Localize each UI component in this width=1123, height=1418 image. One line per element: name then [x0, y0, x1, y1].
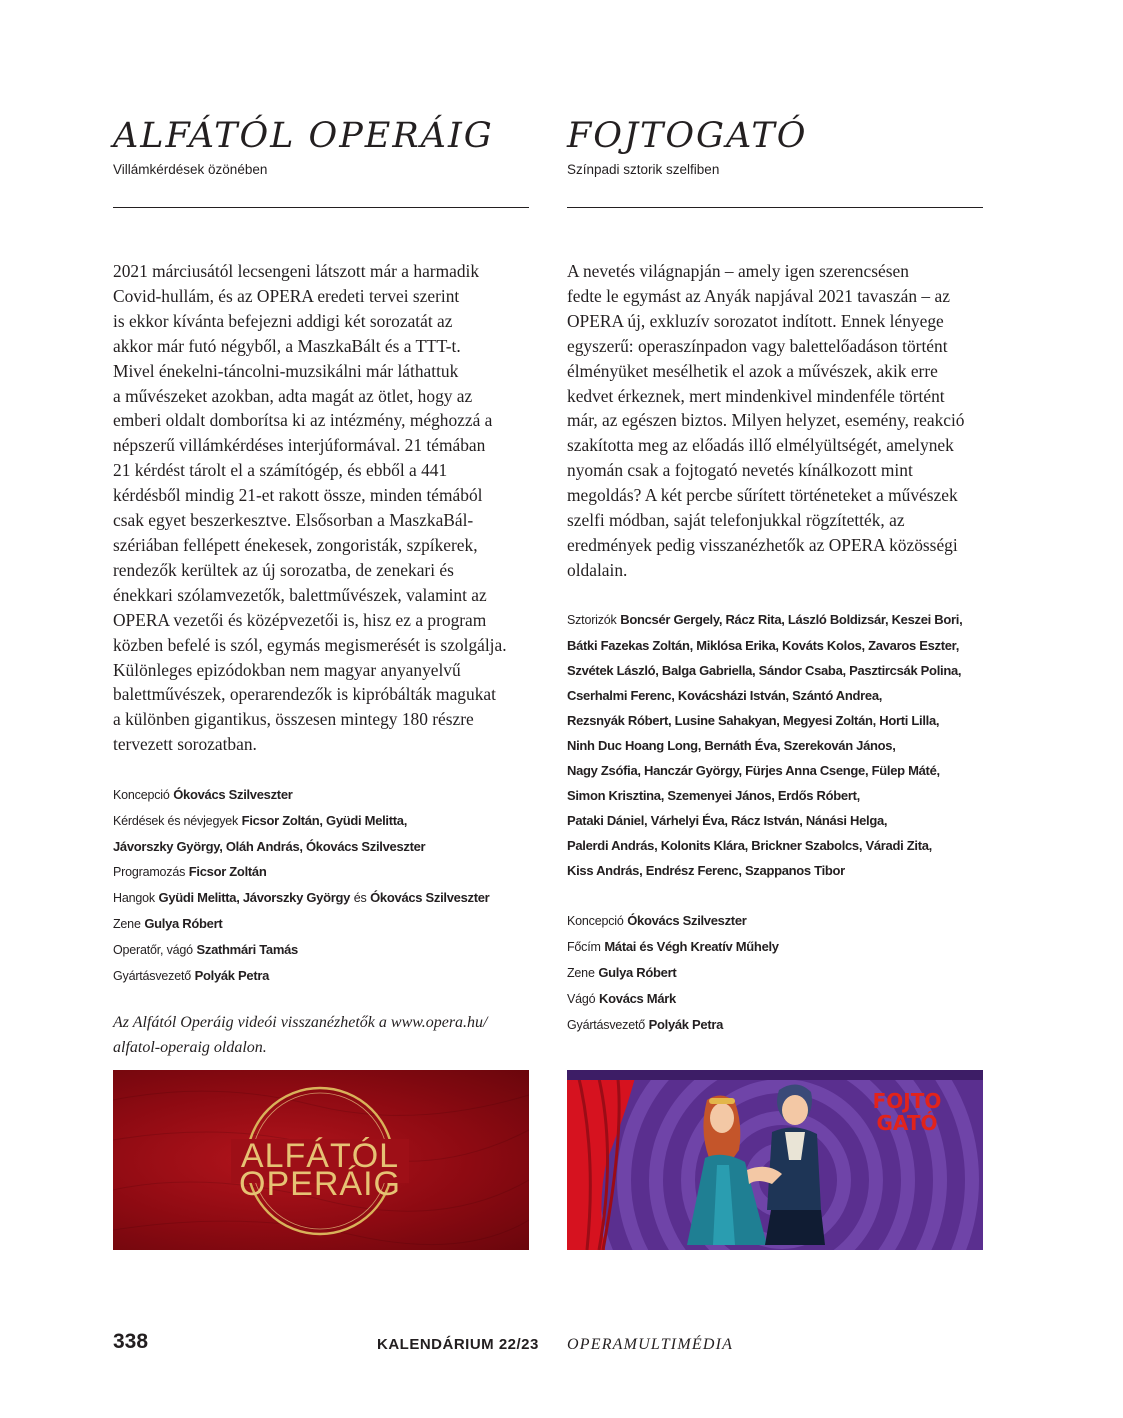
body-line: Különleges epizódokban nem magyar anyanyelvű — [113, 659, 461, 680]
svg-text:GATÓ: GATÓ — [876, 1111, 938, 1135]
storyteller-names: Boncsér Gergely, Rácz Rita, László Boldizsár, Keszei Bori, — [620, 612, 963, 627]
storytellers-list — [567, 607, 962, 883]
body-line: emberi oldalt domborítsa ki az intézmény, méghozzá a — [113, 410, 493, 431]
credit-label: Gyártásvezető — [567, 1018, 645, 1032]
storyteller-names: Bátki Fazekas Zoltán, Miklósa Erika, Kováts Kolos, Zavaros Eszter, — [567, 638, 960, 653]
availability-note — [113, 1010, 488, 1060]
divider — [113, 207, 529, 208]
page-number: 338 — [113, 1330, 149, 1353]
storyteller-row — [567, 808, 962, 833]
storyteller-names: Pataki Dániel, Várhelyi Éva, Rácz István, Nánási Helga, — [567, 813, 888, 828]
body-line: már, az egészen biztos. Milyen helyzet, esemény, reakció — [567, 410, 965, 431]
credit-names: Ókovács Szilveszter — [627, 913, 747, 928]
credit-row — [113, 885, 489, 911]
body-line: is ekkor kívánta befejezni addigi két sorozatát az — [113, 310, 453, 331]
banner-title-line1: ALFÁTÓL — [240, 1137, 400, 1175]
body-line: OPERA vezetői és középvezetői is, hisz ez a program — [113, 609, 487, 630]
credit-names: Polyák Petra — [194, 968, 270, 983]
credit-names: Szathmári Tamás — [196, 942, 298, 957]
body-line: élményüket mesélhetik el azok a művészek, akik erre — [567, 360, 938, 381]
credit-label: Programozás — [113, 865, 186, 879]
storyteller-row — [567, 683, 962, 708]
storyteller-names: Palerdi András, Kolonits Klára, Brickner Szabolcs, Váradi Zita, — [567, 838, 932, 853]
credit-row — [113, 963, 489, 989]
credit-row — [567, 908, 779, 934]
storyteller-row — [567, 708, 962, 733]
credit-names: Ficsor Zoltán, Gyüdi Melitta, — [241, 813, 408, 828]
body-line: népszerű villámkérdéses interjúformával. 21 témában — [113, 435, 486, 456]
body-line: megoldás? A két percbe sűrített történeteket a művészek — [567, 485, 958, 506]
credit-names: Polyák Petra — [648, 1017, 724, 1032]
note-line: alfatol-operaig oldalon. — [113, 1039, 267, 1056]
storyteller-names: Szvétek László, Balga Gabriella, Sándor Csaba, Pasztircsák Polina, — [567, 663, 962, 678]
credit-names: Jávorszky György, Oláh András, Ókovács Szilveszter — [113, 839, 426, 854]
storyteller-names: Cserhalmi Ferenc, Kovácsházi István, Szántó Andrea, — [567, 688, 883, 703]
storyteller-names: Nagy Zsófia, Hanczár György, Fürjes Anna Csenge, Fülep Máté, — [567, 763, 940, 778]
credit-label: Zene — [567, 966, 595, 980]
credit-label: Vágó — [567, 992, 596, 1006]
credit-names: Gyüdi Melitta, Jávorszky György — [158, 890, 351, 905]
body-line: csak egyet beszerkesztve. Elsősorban a MaszkaBál- — [113, 510, 474, 531]
credit-names: Gulya Róbert — [144, 916, 223, 931]
body-line: szakította meg az előadás illő elmélyültségét, amelynek — [567, 435, 954, 456]
fojtogato-illustration — [567, 1070, 983, 1250]
credit-label: Operatőr, vágó — [113, 943, 193, 957]
credit-row — [113, 808, 489, 834]
credit-names: Gulya Róbert — [598, 965, 677, 980]
note-line: Az Alfától Operáig videói visszanézhetők a www.opera.hu/ — [113, 1014, 488, 1031]
section-name: OPERAMULTIMÉDIA — [567, 1336, 734, 1353]
article-subtitle: Villámkérdések özönében — [113, 162, 268, 177]
credit-label: Koncepció — [113, 788, 170, 802]
credit-names: Mátai és Végh Kreatív Műhely — [604, 939, 779, 954]
body-line: egyszerű: operaszínpadon vagy balettelőadáson történt — [567, 335, 948, 356]
storyteller-names: Simon Krisztina, Szemenyei János, Erdős Róbert, — [567, 788, 860, 803]
storyteller-row — [567, 733, 962, 758]
fojtogato-logo — [873, 1089, 942, 1135]
body-line: 21 kérdést tárolt el a számítógép, és ebből a 441 — [113, 460, 448, 481]
credit-names: Ókovács Szilveszter — [370, 890, 490, 905]
body-line: a különben gigantikus, összesen mintegy 180 részre — [113, 709, 474, 730]
credit-label: Főcím — [567, 940, 601, 954]
article-body — [113, 259, 533, 757]
body-line: 2021 márciusától lecsengeni látszott már a harmadik — [113, 261, 480, 281]
body-line: A nevetés világnapján – amely igen szerencsésen — [567, 261, 909, 281]
body-line: kérdésből mindig 21-et rakott össze, minden témából — [113, 485, 483, 506]
body-line: nyomán csak a fojtogató nevetés kínálkozott mint — [567, 460, 913, 481]
body-line: a művészeket azokban, adta magát az ötlet, hogy az — [113, 385, 473, 406]
body-line: közben befelé is szól, egymás megismerését is szolgálja. — [113, 634, 507, 655]
article-title: FOJTOGATÓ — [567, 116, 808, 156]
storyteller-row — [567, 758, 962, 783]
credit-row — [113, 782, 489, 808]
storytellers-label: Sztorizók — [567, 613, 617, 627]
body-line: oldalain. — [567, 559, 628, 580]
storyteller-names: Ninh Duc Hoang Long, Bernáth Éva, Szerekován János, — [567, 738, 896, 753]
credit-row — [113, 859, 489, 885]
body-line: balettművészek, operarendezők is kipróbálták magukat — [113, 684, 496, 705]
body-line: OPERA új, exkluzív sorozatot indított. Ennek lényege — [567, 310, 944, 331]
publication-name: KALENDÁRIUM 22/23 — [377, 1336, 539, 1353]
credit-label: Gyártásvezető — [113, 969, 191, 983]
article-body — [567, 259, 987, 583]
storyteller-row — [567, 833, 962, 858]
credit-row — [567, 934, 779, 960]
credit-names: Kovács Márk — [599, 991, 676, 1006]
divider — [567, 207, 983, 208]
svg-text:FOJTO: FOJTO — [872, 1089, 942, 1113]
credit-names: Ókovács Szilveszter — [173, 787, 293, 802]
fojtogato-banner — [567, 1070, 983, 1250]
storyteller-row — [567, 607, 962, 633]
storyteller-row — [567, 633, 962, 658]
credit-row — [567, 1012, 779, 1038]
banner-title-line2: OPERÁIG — [239, 1165, 401, 1203]
body-line: fedte le egymást az Anyák napjával 2021 tavaszán – az — [567, 285, 950, 306]
credits-list — [567, 908, 779, 1038]
alfatol-operaig-logo — [113, 1070, 529, 1250]
storyteller-row — [567, 658, 962, 683]
storyteller-names: Kiss András, Endrész Ferenc, Szappanos Tibor — [567, 863, 845, 878]
body-line: rendezők kerültek az új sorozatba, de zenekari és — [113, 559, 454, 580]
storyteller-row — [567, 858, 962, 883]
credit-names: Ficsor Zoltán — [188, 864, 267, 879]
body-line: Mivel énekelni-táncolni-muzsikálni már láthattuk — [113, 360, 459, 381]
credit-label: Koncepció — [567, 914, 624, 928]
credit-row — [113, 834, 489, 859]
storyteller-row — [567, 783, 962, 808]
body-line: szelfi módban, saját telefonjukkal rögzítették, az — [567, 510, 905, 531]
credit-label: Zene — [113, 917, 141, 931]
alfatol-operaig-banner — [113, 1070, 529, 1250]
credit-row — [113, 911, 489, 937]
article-subtitle: Színpadi sztorik szelfiben — [567, 162, 720, 177]
body-line: akkor már futó négyből, a MaszkaBált és a TTT-t. — [113, 335, 461, 356]
credit-row — [113, 937, 489, 963]
credits-list — [113, 782, 489, 989]
credit-row — [567, 960, 779, 986]
body-line: eredmények pedig visszanézhetők az OPERA közösségi — [567, 534, 958, 555]
credit-row — [567, 986, 779, 1012]
body-line: kedvet érkeznek, mert mindenkivel mindenféle történt — [567, 385, 945, 406]
body-line: szériában fellépett énekesek, zongoristák, szpíkerek, — [113, 534, 478, 555]
body-line: énekkari szólamvezetők, balettművészek, valamint az — [113, 584, 487, 605]
credit-label: Hangok — [113, 891, 155, 905]
body-line: Covid-hullám, és az OPERA eredeti tervei szerint — [113, 285, 460, 306]
article-title: ALFÁTÓL OPERÁIG — [113, 116, 494, 156]
body-line: tervezett sorozatban. — [113, 734, 257, 755]
storyteller-names: Rezsnyák Róbert, Lusine Sahakyan, Megyesi Zoltán, Horti Lilla, — [567, 713, 940, 728]
credit-joiner: és — [353, 891, 367, 905]
credit-label: Kérdések és névjegyek — [113, 814, 239, 828]
